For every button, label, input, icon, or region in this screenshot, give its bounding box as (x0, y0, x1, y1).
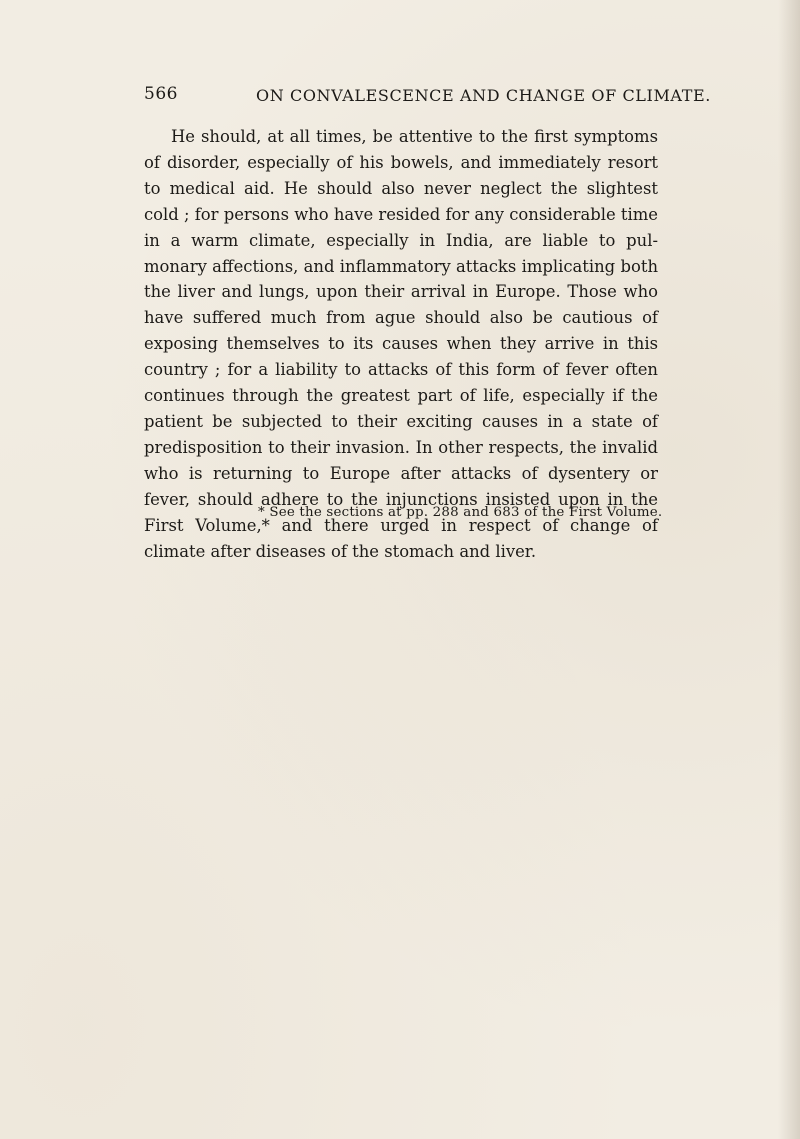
running-head: ON CONVALESCENCE AND CHANGE OF CLIMATE. (256, 86, 711, 105)
body-paragraph: He should, at all times, be attentive to the first symptoms of disorder, especially of his bowels, and immediately resort to medical aid. He should also never neglect the slightest cold ; for persons who have resided for any considerable time in a warm climate, especially in India, are liable to pulmonary affections, and inflammatory attacks implicating both the liver and lungs, upon their arrival in Europe. Those who have suffered much from ague should also be cautious of exposing themselves to its causes when they arrive in this country ; for a liability to attacks of this form of fever often continues through the greatest part of life, especially if the patient be subjected to their exciting causes in a state of predisposition to their invasion. In other respects, the invalid who is returning to Europe after attacks of dysentery or fever, should adhere to the injunctions insisted upon in the First Volume,* and there urged in respect of change of climate after diseases of the stomach and liver. (144, 127, 658, 561)
footnote: * See the sections at pp. 288 and 683 of the First Volume. (258, 505, 663, 520)
page-number: 566 (144, 84, 178, 104)
page-edge-shadow (778, 0, 800, 1139)
